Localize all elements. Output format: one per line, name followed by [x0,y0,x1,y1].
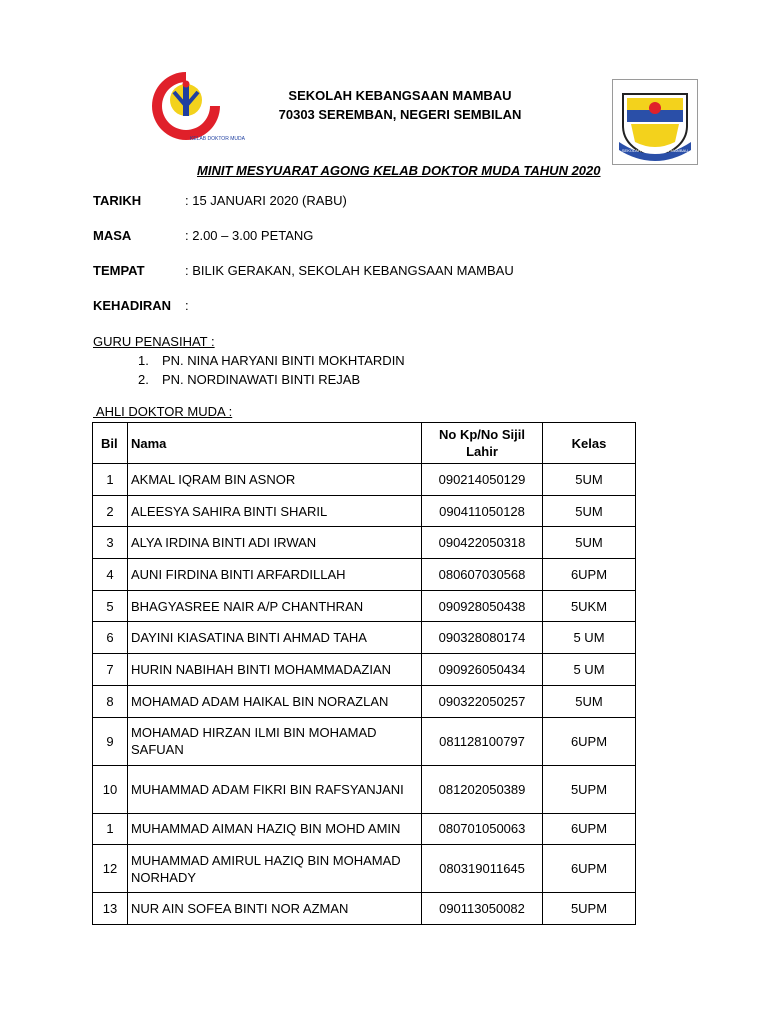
cell-bil: 4 [93,559,128,591]
cell-nama: MUHAMMAD AIMAN HAZIQ BIN MOHD AMIN [128,813,422,845]
table-row [93,765,636,813]
tarikh-label: TARIKH [93,193,142,208]
cell-kelas: 6UPM [543,813,636,845]
cell-nama: BHAGYASREE NAIR A/P CHANTHRAN [128,590,422,622]
column-header-nama: Nama [128,423,422,464]
advisor-name: PN. NINA HARYANI BINTI MOKHTARDIN [162,353,405,368]
column-header-nokp: No Kp/No Sijil Lahir [422,423,543,464]
advisor-name: PN. NORDINAWATI BINTI REJAB [162,372,361,387]
cell-nokp: 090411050128 [422,495,543,527]
cell-nama: HURIN NABIHAH BINTI MOHAMMADAZIAN [128,654,422,686]
cell-nama: MOHAMAD ADAM HAIKAL BIN NORAZLAN [128,685,422,717]
cell-bil: 7 [93,654,128,686]
cell-kelas: 5 UM [543,654,636,686]
school-crest [613,80,697,164]
cell-kelas: 6UPM [543,717,636,765]
table-row [93,845,636,893]
crest-flame [649,102,661,114]
table-row [93,813,636,845]
column-header-bil: Bil [93,423,128,464]
cell-kelas: 5 UM [543,622,636,654]
cell-nokp: 090214050129 [422,464,543,496]
logo-caption: KELAB DOKTOR MUDA [190,136,245,142]
cell-nama: ALYA IRDINA BINTI ADI IRWAN [128,527,422,559]
cell-bil: 13 [93,893,128,925]
school-header [250,86,550,124]
cell-kelas: 5UM [543,495,636,527]
table-row [93,893,636,925]
cell-bil: 8 [93,685,128,717]
masa-value: : 2.00 – 3.00 PETANG [185,228,314,243]
document-title: MINIT MESYUARAT AGONG KELAB DOKTOR MUDA TAHUN 2020 [197,163,601,178]
school-name: SEKOLAH KEBANGSAAN MAMBAU [288,88,512,103]
cell-nama: MOHAMAD HIRZAN ILMI BIN MOHAMAD SAFUAN [128,717,422,765]
table-row [93,654,636,686]
cell-bil: 1 [93,464,128,496]
table-row [93,590,636,622]
logo-dot [183,81,190,88]
crest-ribbon-text: SEKOLAH KEBANGSAAN MAMBAU [621,148,689,153]
cell-bil: 12 [93,845,128,893]
cell-nokp: 090928050438 [422,590,543,622]
tarikh-value: : 15 JANUARI 2020 (RABU) [185,193,347,208]
logo-staff [183,86,189,116]
members-table [92,422,636,925]
cell-nokp: 081202050389 [422,765,543,813]
cell-nokp: 090926050434 [422,654,543,686]
kelab-doktor-muda-logo [146,66,245,146]
cell-nama: NUR AIN SOFEA BINTI NOR AZMAN [128,893,422,925]
advisor-number: 1. [138,353,149,368]
cell-nama: MUHAMMAD ADAM FIKRI BIN RAFSYANJANI [128,765,422,813]
cell-kelas: 6UPM [543,845,636,893]
cell-bil: 5 [93,590,128,622]
cell-nokp: 081128100797 [422,717,543,765]
advisors-heading: GURU PENASIHAT : [93,334,215,349]
tempat-label: TEMPAT [93,263,145,278]
table-row [93,464,636,496]
members-heading: AHLI DOKTOR MUDA : [93,404,233,419]
table-row [93,495,636,527]
advisors-list [138,351,405,389]
table-row [93,685,636,717]
advisor-item [138,351,405,370]
column-header-kelas: Kelas [543,423,636,464]
cell-bil: 3 [93,527,128,559]
kehadiran-label: KEHADIRAN [93,298,171,313]
cell-kelas: 5UPM [543,893,636,925]
cell-bil: 2 [93,495,128,527]
cell-nama: DAYINI KIASATINA BINTI AHMAD TAHA [128,622,422,654]
masa-label: MASA [93,228,132,243]
cell-nokp: 080319011645 [422,845,543,893]
advisor-number: 2. [138,372,149,387]
cell-nama: AUNI FIRDINA BINTI ARFARDILLAH [128,559,422,591]
school-crest-frame [612,79,698,165]
cell-kelas: 5UKM [543,590,636,622]
cell-nokp: 080701050063 [422,813,543,845]
cell-nokp: 090328080174 [422,622,543,654]
cell-bil: 6 [93,622,128,654]
advisor-item [138,370,405,389]
cell-kelas: 5UPM [543,765,636,813]
table-row [93,622,636,654]
school-address: 70303 SEREMBAN, NEGERI SEMBILAN [278,107,522,122]
cell-nama: AKMAL IQRAM BIN ASNOR [128,464,422,496]
cell-bil: 1 [93,813,128,845]
cell-nama: MUHAMMAD AMIRUL HAZIQ BIN MOHAMAD NORHADY [128,845,422,893]
cell-kelas: 5UM [543,527,636,559]
cell-kelas: 5UM [543,464,636,496]
cell-nokp: 080607030568 [422,559,543,591]
kehadiran-value: : [185,298,189,313]
cell-bil: 9 [93,717,128,765]
cell-kelas: 6UPM [543,559,636,591]
cell-nokp: 090422050318 [422,527,543,559]
table-row [93,559,636,591]
cell-nama: ALEESYA SAHIRA BINTI SHARIL [128,495,422,527]
cell-nokp: 090113050082 [422,893,543,925]
tempat-value: : BILIK GERAKAN, SEKOLAH KEBANGSAAN MAMBAU [185,263,514,278]
cell-kelas: 5UM [543,685,636,717]
table-row [93,717,636,765]
table-header-row [93,423,636,464]
cell-nokp: 090322050257 [422,685,543,717]
table-row [93,527,636,559]
cell-bil: 10 [93,765,128,813]
